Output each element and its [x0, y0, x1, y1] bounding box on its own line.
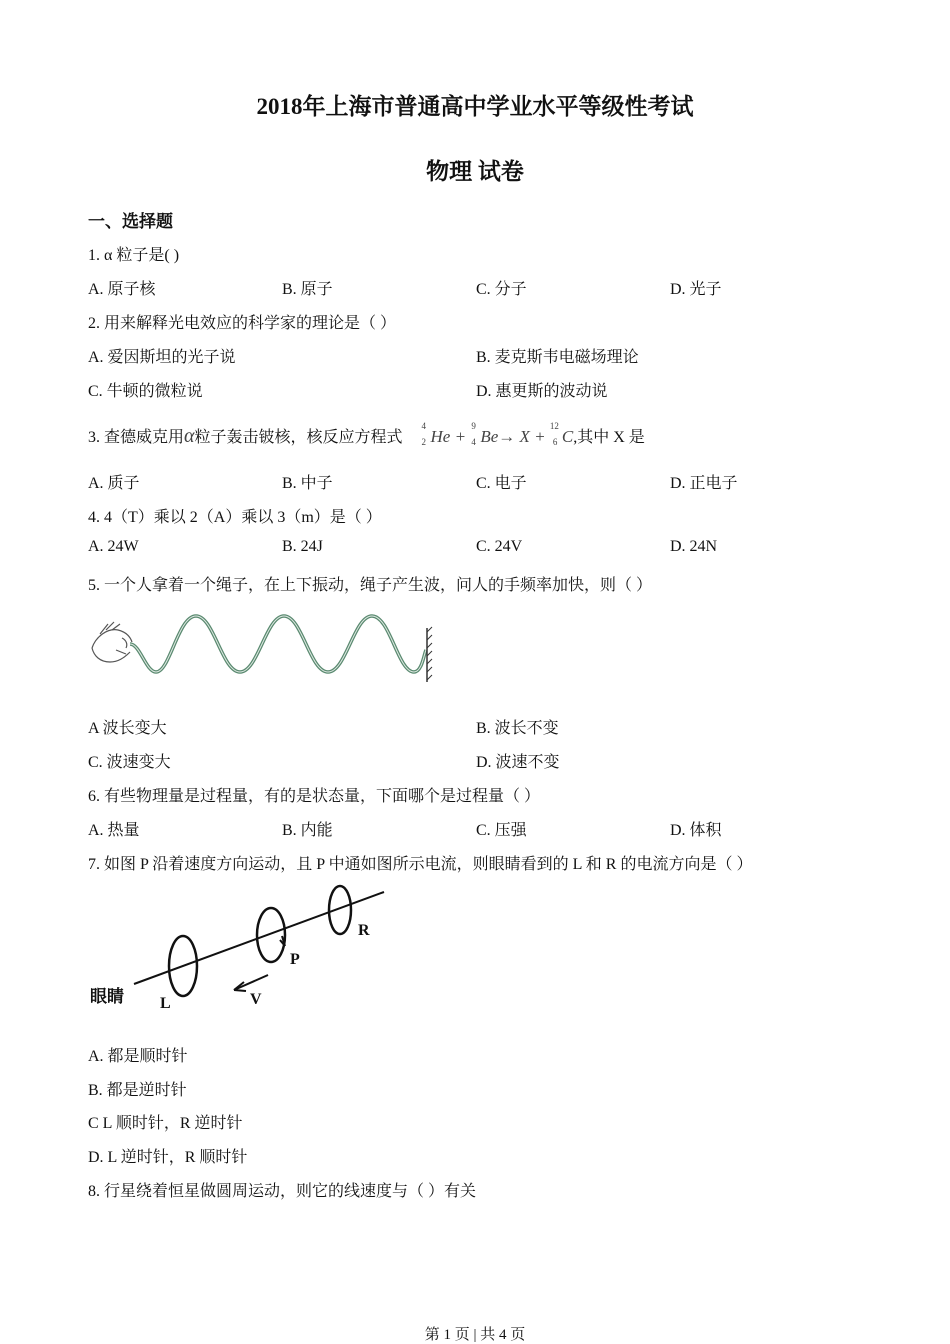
q1-option-c: C. 分子 — [476, 281, 527, 298]
question-5: 5. 一个人拿着一个绳子，在上下振动，绳子产生波，问人的手频率加快，则（ ） — [88, 577, 653, 594]
axis-line — [134, 892, 384, 984]
hand-icon — [92, 622, 132, 662]
q5-option-d: D. 波速不变 — [476, 754, 560, 771]
label-eye: 眼睛 — [90, 987, 124, 1006]
q6-option-c: C. 压强 — [476, 822, 527, 839]
q3-text-pre: 3. 查德威克用 — [88, 429, 185, 446]
q7-option-c: C L 顺时针，R 逆时针 — [88, 1115, 243, 1132]
q2-option-c: C. 牛顿的微粒说 — [88, 383, 203, 400]
q3-option-d: D. 正电子 — [670, 475, 738, 492]
q7-option-b: B. 都是逆时针 — [88, 1082, 187, 1099]
q2-option-d: D. 惠更斯的波动说 — [476, 383, 608, 400]
question-1: 1. α 粒子是( ) — [88, 247, 180, 264]
q7-option-d: D. L 逆时针，R 顺时针 — [88, 1149, 248, 1166]
q6-option-d: D. 体积 — [670, 822, 722, 839]
wave-figure — [86, 610, 436, 690]
question-3 — [88, 421, 645, 448]
page-subtitle: 物理 试卷 — [426, 159, 524, 184]
q5-option-c: C. 波速变大 — [88, 754, 171, 771]
page-footer: 第 1 页 | 共 4 页 — [424, 1327, 526, 1343]
question-4: 4. 4（T）乘以 2（A）乘以 3（m）是（ ） — [88, 509, 382, 526]
label-r: R — [358, 922, 370, 939]
ring-p — [257, 908, 285, 962]
question-8: 8. 行星绕着恒星做圆周运动，则它的线速度与（ ）有关 — [88, 1183, 477, 1200]
q1-option-b: B. 原子 — [282, 281, 333, 298]
page-title: 2018年上海市普通高中学业水平等级性考试 — [256, 94, 694, 119]
question-2: 2. 用来解释光电效应的科学家的理论是（ ） — [88, 315, 397, 332]
q3-option-b: B. 中子 — [282, 475, 333, 492]
q7-option-a: A. 都是顺时针 — [88, 1048, 188, 1065]
question-7: 7. 如图 P 沿着速度方向运动，且 P 中通如图所示电流，则眼睛看到的 L 和 R 的电流方向是（ ） — [88, 856, 753, 873]
q4-option-d: D. 24N — [670, 538, 718, 555]
label-l: L — [160, 995, 171, 1012]
q5-option-b: B. 波长不变 — [476, 720, 559, 737]
q4-option-c: C. 24V — [476, 538, 523, 555]
q3-text-mid: 粒子轰击铍核，核反应方程式 — [194, 429, 403, 446]
q6-option-b: B. 内能 — [282, 822, 333, 839]
section-heading: 一、选择题 — [88, 212, 173, 231]
q2-option-a: A. 爱因斯坦的光子说 — [88, 349, 236, 366]
label-v: V — [250, 991, 262, 1008]
question-6: 6. 有些物理量是过程量，有的是状态量，下面哪个是过程量（ ） — [88, 788, 541, 805]
nuclear-equation: 4 2 He + 9 4 Be→ X + 12 6 C — [421, 421, 574, 447]
q3-option-c: C. 电子 — [476, 475, 527, 492]
coil-figure — [86, 880, 406, 1020]
q2-option-b: B. 麦克斯韦电磁场理论 — [476, 349, 639, 366]
q1-option-d: D. 光子 — [670, 281, 722, 298]
q5-option-a: A 波长变大 — [88, 720, 167, 737]
q1-option-a: A. 原子核 — [88, 281, 156, 298]
velocity-arrow-icon — [234, 975, 268, 990]
q3-text-post: ,其中 X 是 — [573, 429, 645, 446]
alpha-symbol: α — [184, 425, 195, 447]
q3-option-a: A. 质子 — [88, 475, 140, 492]
q6-option-a: A. 热量 — [88, 822, 140, 839]
q4-option-a: A. 24W — [88, 538, 139, 555]
q4-option-b: B. 24J — [282, 538, 323, 555]
label-p: P — [290, 951, 300, 968]
